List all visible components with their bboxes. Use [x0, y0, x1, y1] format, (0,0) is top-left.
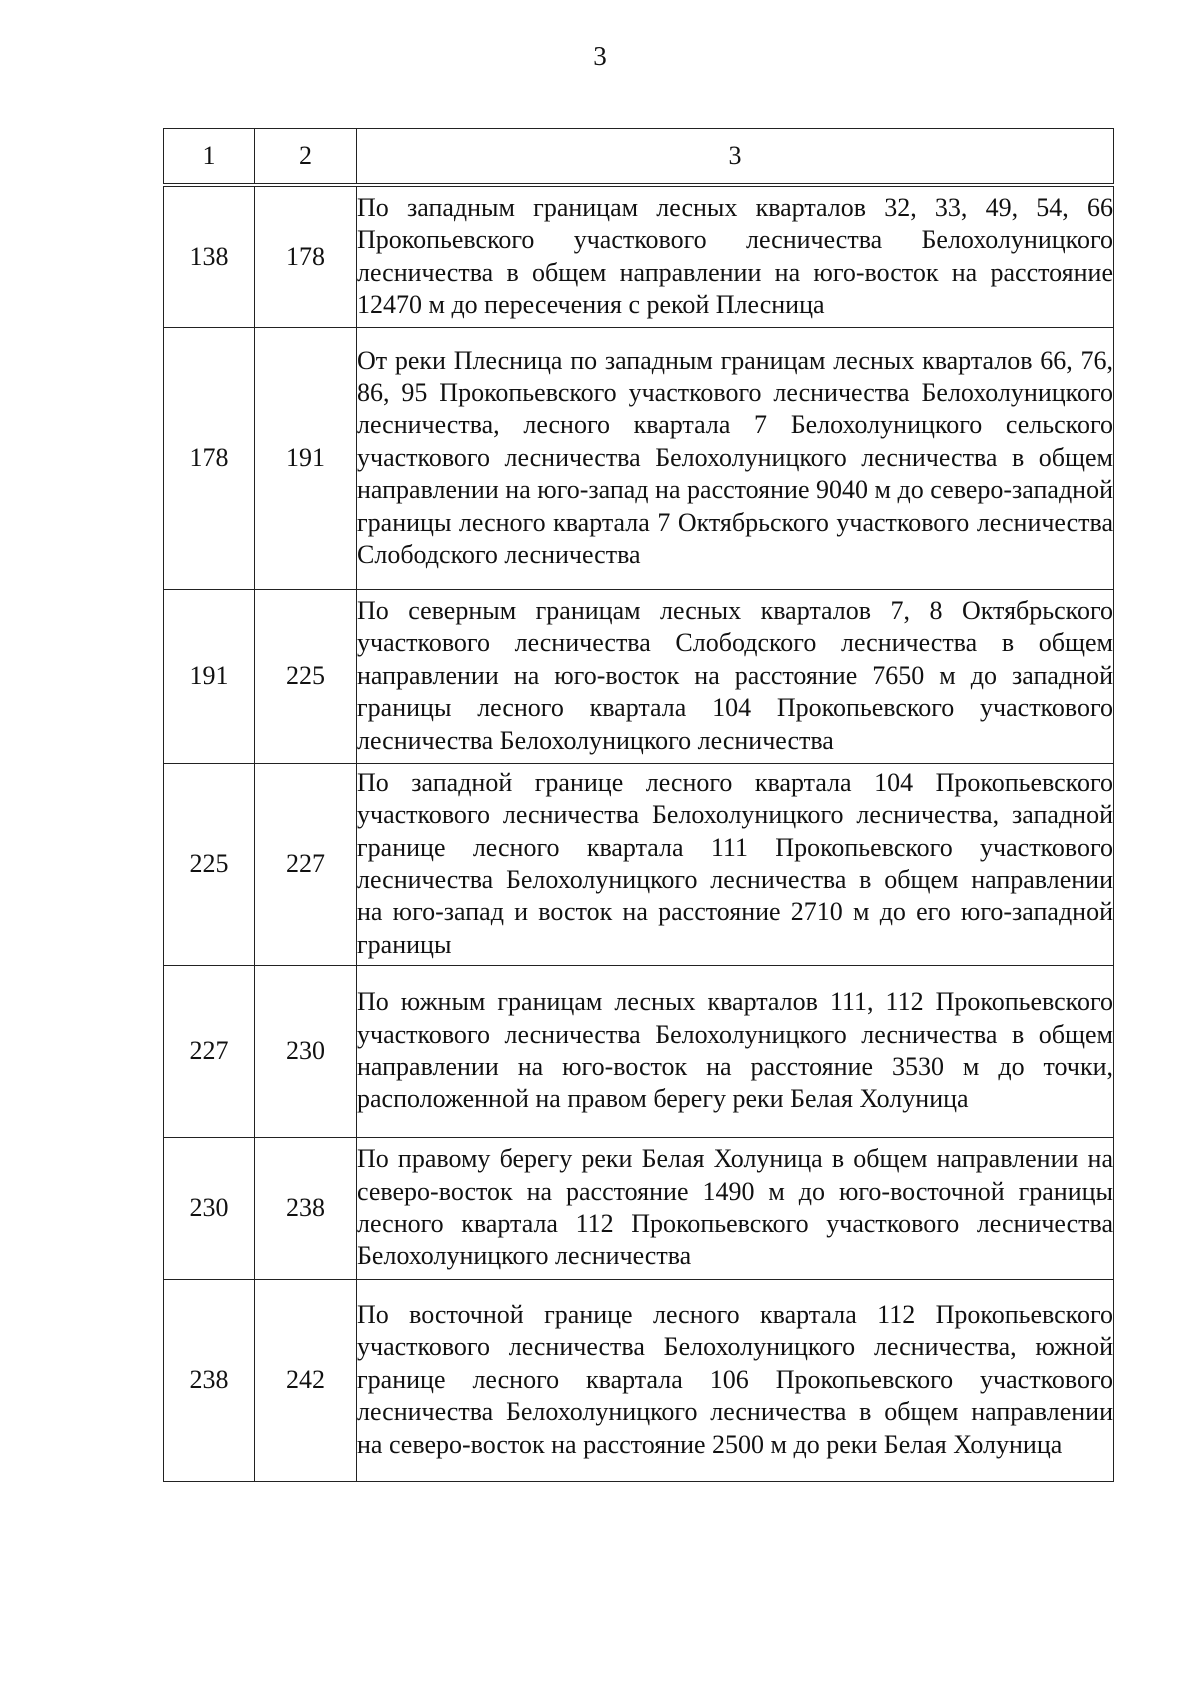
point-to: 191 — [255, 327, 357, 589]
point-to: 230 — [255, 965, 357, 1137]
point-from: 227 — [164, 965, 255, 1137]
table-row — [164, 185, 1114, 327]
point-from: 225 — [164, 763, 255, 965]
table-row — [164, 327, 1114, 589]
point-to: 227 — [255, 763, 357, 965]
table-row — [164, 589, 1114, 763]
point-from: 138 — [164, 185, 255, 327]
table-header-row — [164, 129, 1114, 186]
point-from: 238 — [164, 1279, 255, 1481]
table-row — [164, 763, 1114, 965]
point-from: 191 — [164, 589, 255, 763]
point-to: 178 — [255, 185, 357, 327]
boundary-table — [163, 128, 1114, 1482]
point-to: 242 — [255, 1279, 357, 1481]
point-to: 238 — [255, 1137, 357, 1279]
boundary-description: По северным границам лесных кварталов 7, 8 Октябрьского участкового лесничества Слободского лесничества в общем направлении на юго-восток на расстояние 7650 м до западной границы лесного квартала 104 Прокопьевского участкового лесничества Белохолуницкого лесничества — [357, 589, 1114, 763]
boundary-description: От реки Плесница по западным границам лесных кварталов 66, 76, 86, 95 Прокопьевского участкового лесничества Белохолуницкого лесничества, лесного квартала 7 Белохолуницкого сельского участкового лесничества Белохолуницкого лесничества в общем направлении на юго-запад на расстояние 9040 м до северо-западной границы лесного квартала 7 Октябрьского участкового лесничества Слободского лесничества — [357, 327, 1114, 589]
boundary-description: По западной границе лесного квартала 104 Прокопьевского участкового лесничества Белохолуницкого лесничества, западной границе лесного квартала 111 Прокопьевского участкового лесничества Белохолуницкого лесничества в общем направлении на юго-запад и восток на расстояние 2710 м до его юго-западной границы — [357, 763, 1114, 965]
boundary-description: По восточной границе лесного квартала 112 Прокопьевского участкового лесничества Белохолуницкого лесничества, южной границе лесного квартала 106 Прокопьевского участкового лесничества Белохолуницкого лесничества в общем направлении на северо-восток на расстояние 2500 м до реки Белая Холуница — [357, 1279, 1114, 1481]
boundary-description: По южным границам лесных кварталов 111, 112 Прокопьевского участкового лесничества Белохолуницкого лесничества в общем направлении на юго-восток на расстояние 3530 м до точки, расположенной на правом берегу реки Белая Холуница — [357, 965, 1114, 1137]
boundary-description: По западным границам лесных кварталов 32, 33, 49, 54, 66 Прокопьевского участкового лесничества Белохолуницкого лесничества в общем направлении на юго-восток на расстояние 12470 м до пересечения с рекой Плесница — [357, 185, 1114, 327]
column-header-3: 3 — [357, 129, 1114, 186]
point-from: 178 — [164, 327, 255, 589]
point-to: 225 — [255, 589, 357, 763]
column-header-2: 2 — [255, 129, 357, 186]
table-row — [164, 1279, 1114, 1481]
boundary-description: По правому берегу реки Белая Холуница в общем направлении на северо-восток на расстояние 1490 м до юго-восточной границы лесного квартала 112 Прокопьевского участкового лесничества Белохолуницкого лесничества — [357, 1137, 1114, 1279]
page-number: 3 — [593, 41, 607, 71]
column-header-1: 1 — [164, 129, 255, 186]
table-row — [164, 965, 1114, 1137]
table-row — [164, 1137, 1114, 1279]
point-from: 230 — [164, 1137, 255, 1279]
